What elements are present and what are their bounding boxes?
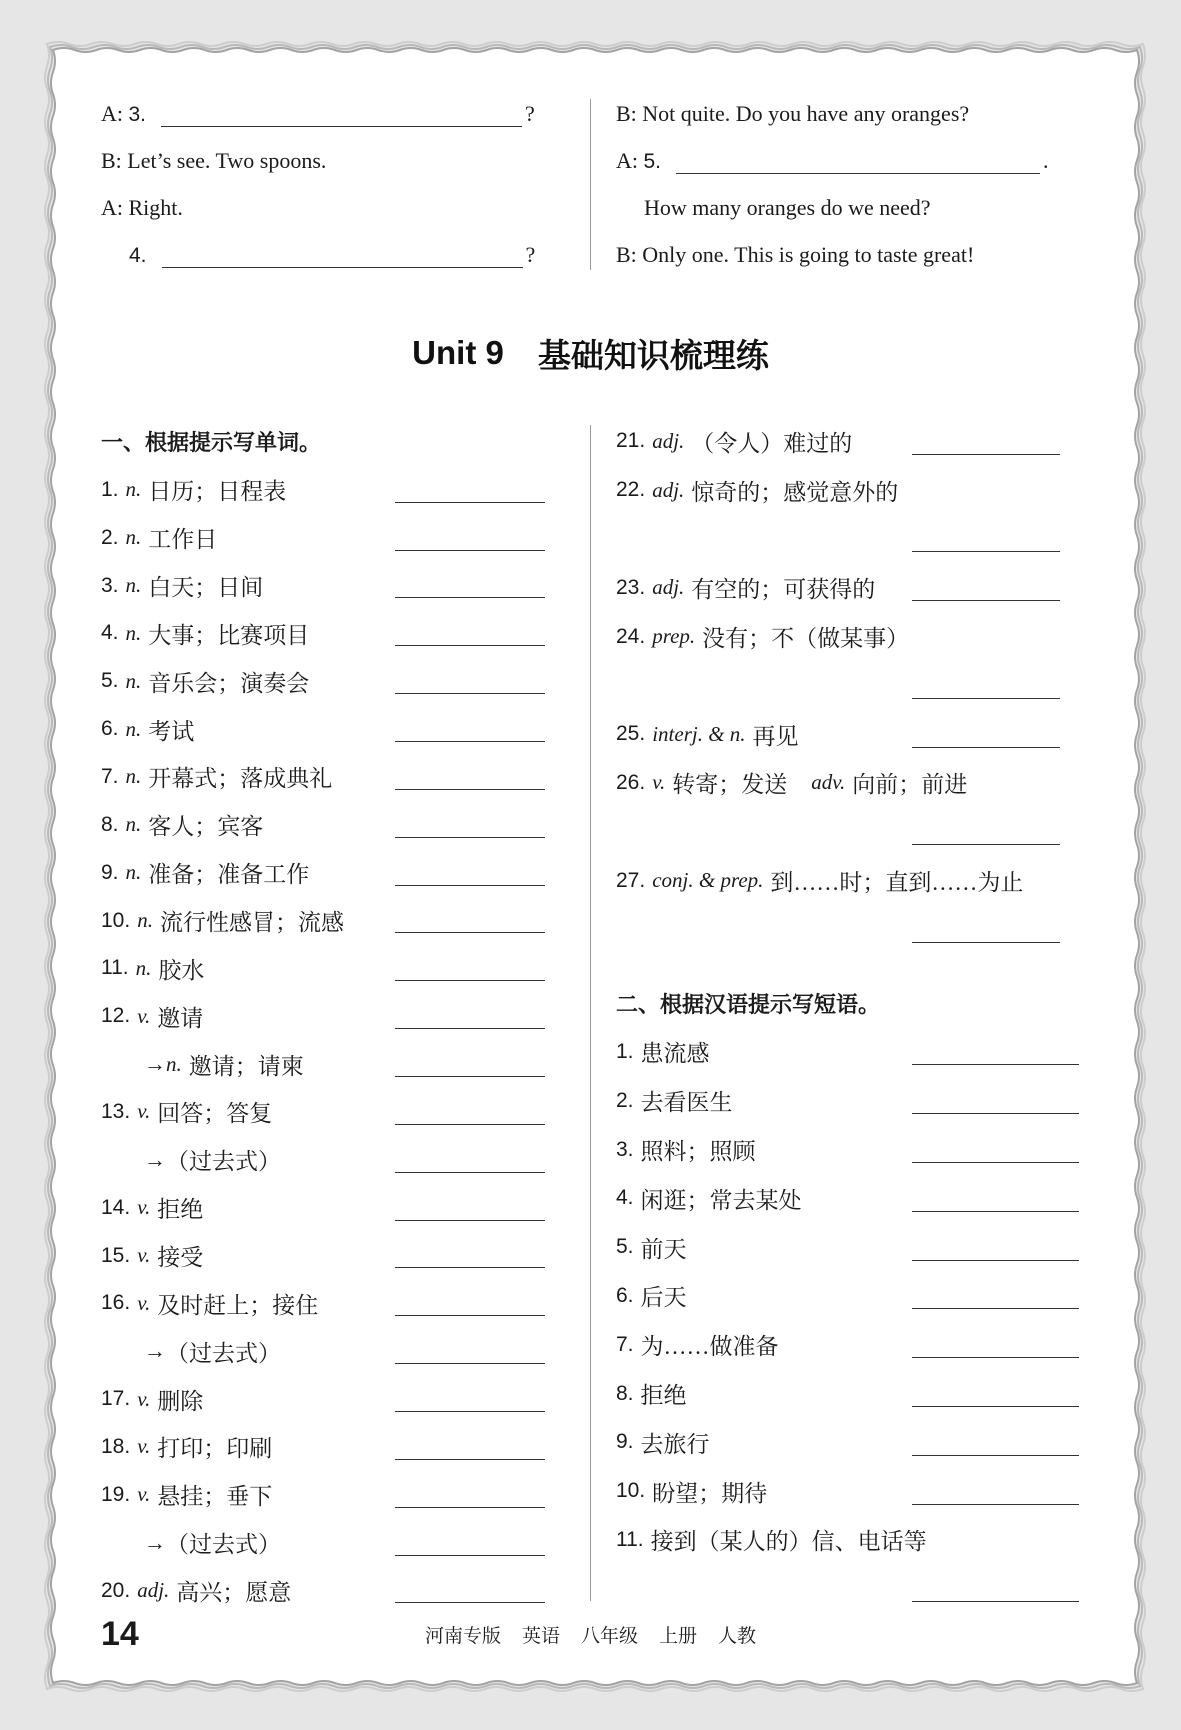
item-meaning: 准备；准备工作 xyxy=(148,862,310,888)
answer-blank xyxy=(395,502,545,503)
part-of-speech: v. xyxy=(137,1195,151,1220)
part-of-speech: adv. xyxy=(811,770,846,795)
part-of-speech: n. xyxy=(125,812,142,837)
item-meaning: 日历；日程表 xyxy=(148,479,287,505)
item-meaning: 删除 xyxy=(157,1388,204,1414)
answer-blank-row xyxy=(616,905,1116,954)
word-item xyxy=(101,944,571,992)
word-list-left-column xyxy=(101,418,571,1614)
item-meaning: 高兴；愿意 xyxy=(176,1580,292,1606)
word-item xyxy=(616,1369,1116,1418)
part-of-speech: n. xyxy=(125,668,142,693)
item-number: 17. xyxy=(101,1387,131,1411)
answer-blank xyxy=(912,1455,1079,1456)
item-number: 25. xyxy=(616,722,646,746)
part-of-speech: v. xyxy=(137,1482,151,1507)
fill-in-blank xyxy=(676,155,1040,174)
item-number: 6. xyxy=(616,1283,634,1307)
word-item xyxy=(101,1375,571,1423)
part-of-speech: v. xyxy=(652,770,666,795)
answer-blank xyxy=(912,1260,1079,1261)
dialogue-line: B: Let’s see. Two spoons. xyxy=(101,148,327,174)
item-number: 5. xyxy=(101,669,119,693)
word-item xyxy=(616,856,1116,905)
column-divider xyxy=(590,425,591,1601)
phrase-meaning: 拒绝 xyxy=(640,1383,687,1409)
part-of-speech: v. xyxy=(137,1434,151,1459)
word-item xyxy=(101,1184,571,1232)
item-number: 15. xyxy=(101,1243,131,1267)
item-meaning: 拒绝 xyxy=(157,1197,204,1223)
unit-label: Unit 9 xyxy=(412,334,504,371)
answer-blank xyxy=(395,1076,545,1077)
item-meaning: （过去式） xyxy=(166,1532,281,1558)
word-item xyxy=(616,612,1116,661)
part-of-speech: v. xyxy=(137,1243,151,1268)
item-meaning: 胶水 xyxy=(158,957,205,983)
speaker-label: A: xyxy=(101,101,123,126)
word-item xyxy=(101,1279,571,1327)
answer-blank xyxy=(395,550,545,551)
item-number: 16. xyxy=(101,1291,131,1315)
blank-number: 5. xyxy=(643,150,662,174)
word-item xyxy=(101,514,571,562)
word-item xyxy=(101,657,571,705)
item-number: 20. xyxy=(101,1578,131,1602)
fill-in-blank xyxy=(161,108,522,127)
part-of-speech: adj. xyxy=(137,1578,170,1603)
item-number: 3. xyxy=(101,573,119,597)
item-meaning: （过去式） xyxy=(166,1340,281,1366)
word-item xyxy=(101,753,571,801)
part-of-speech: n. xyxy=(125,573,142,597)
item-meaning: 及时赶上；接住 xyxy=(157,1292,319,1318)
item-meaning: （令人）难过的 xyxy=(691,430,853,456)
part-of-speech: n. xyxy=(125,716,142,741)
part-of-speech: v. xyxy=(137,1099,151,1124)
word-item xyxy=(616,1174,1116,1223)
item-number: 12. xyxy=(101,1004,131,1028)
item-number: 10. xyxy=(616,1479,646,1503)
line-punctuation: . xyxy=(1043,148,1049,174)
part-of-speech: adj. xyxy=(652,428,685,453)
item-meaning: 客人；宾客 xyxy=(148,814,264,840)
answer-blank-row xyxy=(616,807,1116,856)
word-item xyxy=(101,992,571,1040)
phrase-meaning: 患流感 xyxy=(640,1041,710,1067)
answer-blank xyxy=(912,1113,1079,1114)
word-item xyxy=(101,1471,571,1519)
item-number: 22. xyxy=(616,478,646,502)
answer-blank xyxy=(395,1028,545,1029)
answer-blank xyxy=(395,1602,545,1603)
phrase-meaning: 去旅行 xyxy=(640,1431,710,1457)
item-meaning: 悬挂；垂下 xyxy=(157,1484,273,1510)
dialogue-line xyxy=(616,137,1049,184)
edition-grade: 八年级 xyxy=(580,1626,638,1647)
arrow-marker: → xyxy=(144,1051,166,1077)
part-of-speech: v. xyxy=(137,1386,151,1411)
section-heading: 二、根据汉语提示写短语。 xyxy=(616,991,881,1017)
phrase-meaning: 闲逛；常去某处 xyxy=(640,1187,802,1213)
part-of-speech: n. xyxy=(125,620,142,645)
answer-blank xyxy=(395,645,545,646)
answer-blank xyxy=(395,1124,545,1125)
item-number: 4. xyxy=(101,621,119,645)
item-meaning: 惊奇的；感觉意外的 xyxy=(691,479,899,505)
part-of-speech: prep. xyxy=(652,624,696,649)
dialogue-line: How many oranges do we need? xyxy=(644,195,931,221)
unit-title xyxy=(0,331,1181,375)
word-item xyxy=(101,1232,571,1280)
answer-blank xyxy=(912,551,1060,552)
answer-blank xyxy=(912,454,1060,455)
answer-blank xyxy=(395,932,545,933)
answer-blank-row xyxy=(616,661,1116,710)
word-item xyxy=(616,710,1116,759)
item-meaning: 打印；印刷 xyxy=(157,1436,273,1462)
word-item xyxy=(616,1320,1116,1369)
item-number: 9. xyxy=(101,860,119,884)
item-number: 7. xyxy=(616,1332,634,1356)
answer-blank xyxy=(395,1267,545,1268)
item-number: 23. xyxy=(616,575,646,599)
word-sub-item xyxy=(101,1136,571,1184)
answer-blank xyxy=(395,1172,545,1173)
item-number: 5. xyxy=(616,1235,634,1259)
word-item xyxy=(616,1125,1116,1174)
item-number: 10. xyxy=(101,908,131,932)
answer-blank xyxy=(395,1220,545,1221)
item-number: 1. xyxy=(101,477,119,501)
phrase-meaning: 接到（某人的）信、电话等 xyxy=(650,1529,927,1555)
dialogue-line xyxy=(101,231,535,278)
item-number: 1. xyxy=(616,1039,634,1063)
word-item xyxy=(101,897,571,945)
word-item xyxy=(101,1567,571,1615)
item-number: 21. xyxy=(616,429,646,453)
word-item xyxy=(101,849,571,897)
item-meaning: 流行性感冒；流感 xyxy=(159,910,344,936)
section-heading: 一、根据提示写单词。 xyxy=(101,430,322,456)
answer-blank xyxy=(912,942,1060,943)
word-item xyxy=(616,417,1116,466)
part-of-speech: n. xyxy=(135,955,152,980)
answer-blank xyxy=(395,837,545,838)
phrase-meaning: 后天 xyxy=(640,1285,687,1311)
item-number: 14. xyxy=(101,1195,131,1219)
item-number: 11. xyxy=(101,956,129,980)
item-meaning: 再见 xyxy=(752,723,799,749)
part-of-speech: interj. & n. xyxy=(652,721,746,746)
item-meaning: （过去式） xyxy=(166,1149,281,1175)
answer-blank xyxy=(395,1363,545,1364)
item-meaning: 转寄；发送 xyxy=(672,772,788,798)
item-meaning: 考试 xyxy=(148,718,195,744)
item-number: 19. xyxy=(101,1482,131,1506)
item-number: 2. xyxy=(101,525,119,549)
answer-blank xyxy=(395,1507,545,1508)
dialogue-line: B: Only one. This is going to taste great! xyxy=(616,242,975,268)
answer-blank xyxy=(395,1459,545,1460)
answer-blank xyxy=(395,1555,545,1556)
item-number: 24. xyxy=(616,624,646,648)
answer-blank xyxy=(912,698,1060,699)
word-item xyxy=(616,1467,1116,1516)
item-number: 26. xyxy=(616,770,646,794)
item-number: 27. xyxy=(616,868,646,892)
item-meaning: 开幕式；落成典礼 xyxy=(148,766,333,792)
arrow-marker: → xyxy=(144,1146,166,1172)
item-meaning: 到……时；直到……为止 xyxy=(770,870,1024,896)
arrow-marker: → xyxy=(144,1338,166,1364)
item-meaning: 音乐会；演奏会 xyxy=(148,670,310,696)
answer-blank xyxy=(395,789,545,790)
blank-number: 4. xyxy=(129,244,147,268)
word-item xyxy=(616,1076,1116,1125)
part-of-speech: n. xyxy=(125,860,142,885)
dialogue-line: B: Not quite. Do you have any oranges? xyxy=(616,101,970,126)
word-sub-item xyxy=(101,1327,571,1375)
item-number: 3. xyxy=(616,1137,634,1161)
item-number: 11. xyxy=(616,1527,644,1551)
phrase-meaning: 前天 xyxy=(640,1236,687,1262)
unit-subtitle: 基础知识梳理练 xyxy=(537,336,769,374)
edition-region: 河南专版 xyxy=(424,1626,501,1647)
answer-blank xyxy=(912,1211,1079,1212)
word-item xyxy=(101,562,571,610)
item-meaning: 工作日 xyxy=(148,527,218,553)
edition-subject: 英语 xyxy=(521,1626,560,1647)
answer-blank xyxy=(395,885,545,886)
answer-blank-row xyxy=(616,1564,1116,1613)
answer-blank xyxy=(395,1411,545,1412)
answer-blank xyxy=(912,747,1060,748)
item-number: 8. xyxy=(616,1381,634,1405)
line-punctuation: ? xyxy=(525,242,536,268)
answer-blank xyxy=(912,1601,1079,1602)
word-item xyxy=(101,609,571,657)
word-item xyxy=(101,1088,571,1136)
item-meaning: 邀请 xyxy=(157,1005,204,1031)
answer-blank xyxy=(395,741,545,742)
answer-blank xyxy=(395,693,545,694)
word-item xyxy=(616,1516,1116,1565)
part-of-speech: n. xyxy=(137,908,153,933)
dialogue-right-column xyxy=(616,90,1049,278)
word-list-right-column xyxy=(616,417,1116,1613)
dialogue-line xyxy=(101,90,535,137)
edition-info xyxy=(0,1624,1181,1650)
phrase-meaning: 盼望；期待 xyxy=(652,1480,768,1506)
blank-number: 3. xyxy=(128,103,147,126)
part-of-speech: n. xyxy=(125,477,142,502)
word-item xyxy=(101,705,571,753)
answer-blank-row xyxy=(616,515,1116,564)
item-meaning: 回答；答复 xyxy=(157,1101,273,1127)
part-of-speech: v. xyxy=(137,1003,151,1028)
line-punctuation: ? xyxy=(525,101,535,126)
word-sub-item xyxy=(101,1040,571,1088)
fill-in-blank xyxy=(162,249,523,268)
answer-blank xyxy=(912,1357,1079,1358)
part-of-speech: adj. xyxy=(652,477,685,502)
answer-blank xyxy=(912,1162,1079,1163)
item-meaning: 大事；比赛项目 xyxy=(148,622,310,648)
word-item xyxy=(616,1418,1116,1467)
item-number: 13. xyxy=(101,1099,131,1123)
answer-blank xyxy=(912,1064,1079,1065)
part-of-speech: n. xyxy=(166,1051,182,1076)
part-of-speech: n. xyxy=(125,525,142,550)
dialogue-left-column xyxy=(101,90,535,278)
phrase-meaning: 为……做准备 xyxy=(640,1334,779,1360)
item-meaning: 接受 xyxy=(157,1245,204,1271)
dialogue-line: A: Right. xyxy=(101,195,183,221)
answer-blank xyxy=(912,1504,1079,1505)
part-of-speech: n. xyxy=(125,764,142,789)
item-meaning: 向前；前进 xyxy=(852,772,968,798)
item-number: 9. xyxy=(616,1430,634,1454)
item-meaning: 邀请；请柬 xyxy=(188,1053,304,1079)
edition-volume: 上册 xyxy=(659,1626,698,1647)
word-item xyxy=(616,1223,1116,1272)
item-meaning: 白天；日间 xyxy=(148,575,264,600)
phrase-meaning: 去看医生 xyxy=(640,1090,733,1116)
word-item xyxy=(616,563,1116,612)
item-meaning: 有空的；可获得的 xyxy=(691,577,876,603)
item-number: 2. xyxy=(616,1088,634,1112)
word-item xyxy=(101,1423,571,1471)
answer-blank xyxy=(395,980,545,981)
word-item xyxy=(616,1272,1116,1321)
word-item xyxy=(616,466,1116,515)
part-of-speech: v. xyxy=(137,1290,151,1315)
part-of-speech: adj. xyxy=(652,575,685,600)
item-number: 7. xyxy=(101,764,119,788)
word-item xyxy=(616,1028,1116,1077)
answer-blank xyxy=(395,1315,545,1316)
word-item xyxy=(101,801,571,849)
word-sub-item xyxy=(101,1519,571,1567)
answer-blank xyxy=(912,600,1060,601)
page-number: 14 xyxy=(101,1615,139,1653)
item-meaning: 没有；不（做某事） xyxy=(702,626,910,652)
item-number: 4. xyxy=(616,1186,634,1210)
item-number: 6. xyxy=(101,717,119,741)
item-number: 18. xyxy=(101,1434,131,1458)
answer-blank xyxy=(395,597,545,598)
item-number: 8. xyxy=(101,812,119,836)
edition-publisher: 人教 xyxy=(718,1626,757,1647)
answer-blank xyxy=(912,844,1060,845)
phrase-meaning: 照料；照顾 xyxy=(640,1139,756,1165)
column-divider xyxy=(590,99,591,270)
part-of-speech: conj. & prep. xyxy=(652,868,764,893)
answer-blank xyxy=(912,1406,1079,1407)
word-item xyxy=(101,466,571,514)
answer-blank xyxy=(912,1308,1079,1309)
arrow-marker: → xyxy=(144,1529,166,1555)
speaker-label: A: xyxy=(616,148,638,174)
word-item xyxy=(616,759,1116,808)
